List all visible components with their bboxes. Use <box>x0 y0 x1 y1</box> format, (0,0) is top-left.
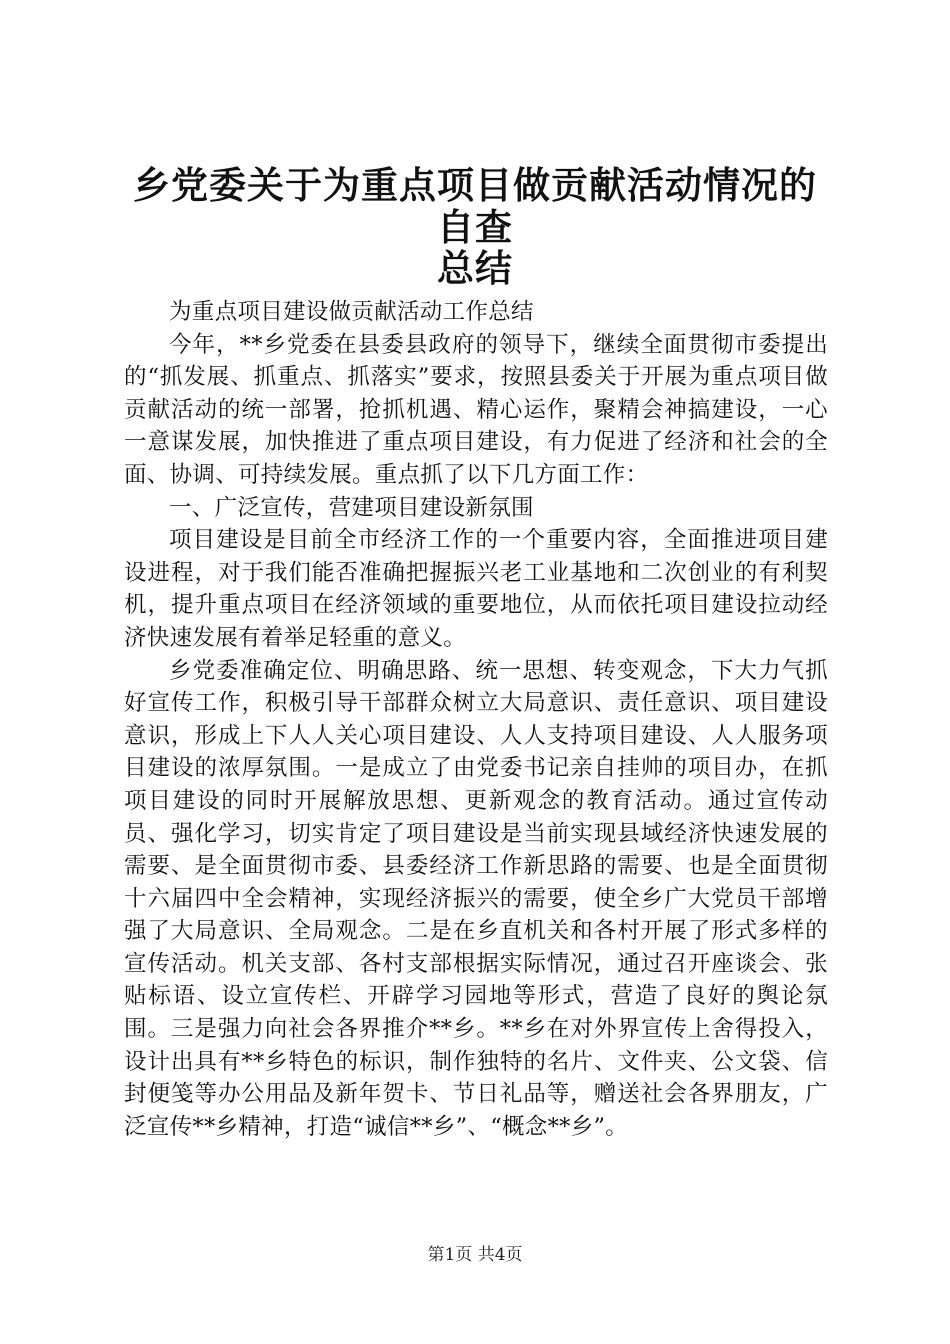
section-heading: 一、广泛宣传，营建项目建设新氛围 <box>169 494 534 521</box>
document-title-line-2: 总结 <box>437 247 513 290</box>
body-paragraph: 乡党委准确定位、明确思路、统一思想、转变观念，下大力气抓好宣传工作，积极引导干部群众树立大局意识、责任意识、项目建设意识，形成上下人人关心项目建设、人人支持项目建设、人人服务项目建设的浓厚氛围。一是成立了由党委书记亲自挂帅的项目办，在抓项目建设的同时开展解放思想、更新观念的教育活动。通过宣传动员、强化学习，切实肯定了项目建设是当前实现县域经济快速发展的需要、是全面贯彻市委、县委经济工作新思路的需要、也是全面贯彻十六届四中全会精神，实现经济振兴的需要，使全乡广大党员干部增强了大局意识、全局观念。二是在乡直机关和各村开展了形式多样的宣传活动。机关支部、各村支部根据实际情况，通过召开座谈会、张贴标语、设立宣传栏、开辟学习园地等形式，营造了良好的舆论氛围。三是强力向社会各界推介**乡。**乡在对外界宣传上舍得投入，设计出具有**乡特色的标识，制作独特的名片、文件夹、公文袋、信封便笺等办公用品及新年贺卡、节日礼品等，赠送社会各界朋友，广泛宣传**乡精神，打造“诚信**乡”、“概念**乡”。 <box>124 657 828 1140</box>
body-subtitle: 为重点项目建设做贡献活动工作总结 <box>169 299 534 325</box>
intro-paragraph: 今年，**乡党委在县委县政府的领导下，继续全面贯彻市委提出的“抓发展、抓重点、抓落实”要求，按照县委关于开展为重点项目做贡献活动的统一部署，抢抓机遇、精心运作，聚精会神搞建设，一心一意谋发展，加快推进了重点项目建设，有力促进了经济和社会的全面、协调、可持续发展。重点抓了以下几方面工作： <box>124 331 828 488</box>
body-paragraph: 项目建设是目前全市经济工作的一个重要内容，全面推进项目建设进程，对于我们能否准确把握振兴老工业基地和二次创业的有利契机，提升重点项目在经济领域的重要地位，从而依托项目建设拉动经济快速发展有着举足轻重的意义。 <box>124 527 828 651</box>
document-title-line-1: 乡党委关于为重点项目做贡献活动情况的自查 <box>133 164 817 249</box>
page-footer: 第1页 共4页 <box>427 1245 523 1265</box>
document-body <box>124 296 828 1143</box>
